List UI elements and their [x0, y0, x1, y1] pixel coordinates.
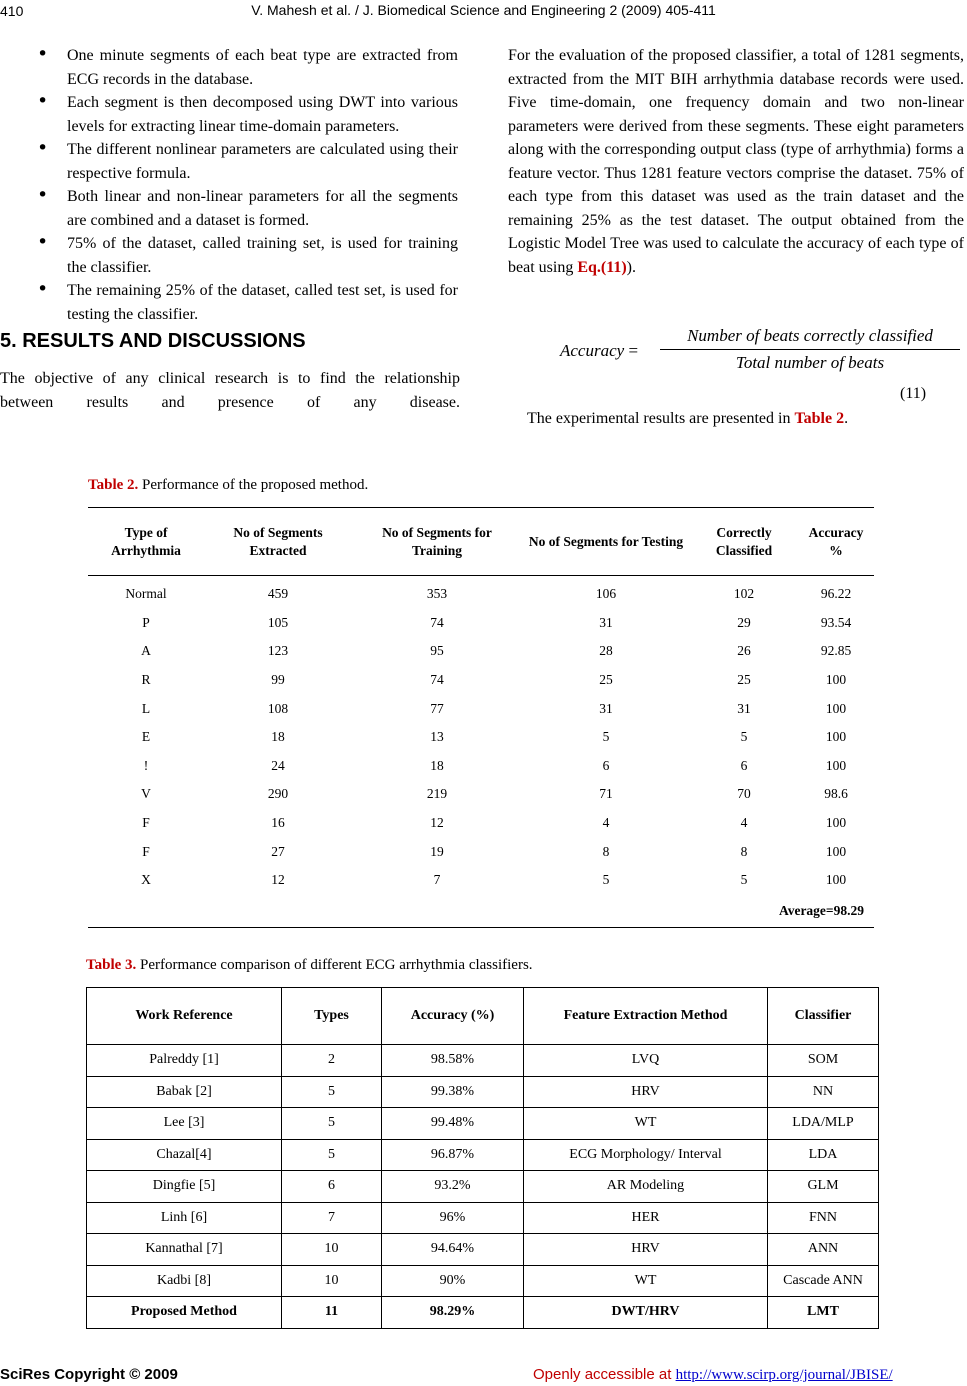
journal-url-link[interactable]: http://www.scirp.org/journal/JBISE/ — [675, 1367, 893, 1383]
table-row — [87, 1171, 879, 1203]
table-cell: 27 — [271, 843, 285, 859]
table-cell: 90% — [382, 1265, 524, 1297]
table-cell: 353 — [426, 586, 448, 602]
table-row — [88, 809, 874, 838]
table-cell: Palreddy [1] — [87, 1045, 282, 1077]
right-paragraph: For the evaluation of the proposed classifier, a total of 1281 segments, extracted from the MIT BIH arrhythmia database records were used. Five time-domain, one frequency domain and two non-linear parameters were derived from these segments. These eight parameters along with the corresponding output class (type of arrhythmia) forms a feature vector. Thus 1281 feature vectors comprise the dataset. 75% of each type from this dataset was used as the train dataset and the remaining 25% as the test dataset. The output obtained from the Logistic Model Tree was used to calculate the accuracy of each type of beat using — [508, 47, 964, 276]
table-cell: L — [141, 700, 151, 716]
table-cell: 100 — [825, 815, 847, 831]
table-cell: 96.87% — [382, 1139, 524, 1171]
table-cell: 93.2% — [382, 1171, 524, 1203]
column-header: Accuracy (%) — [382, 988, 524, 1045]
table-cell: 98.58% — [382, 1045, 524, 1077]
table-row — [88, 752, 874, 781]
table-average-row — [88, 895, 874, 928]
table-cell: ANN — [768, 1234, 879, 1266]
table-cell: 98.6 — [824, 786, 848, 802]
table-cell: 92.85 — [820, 643, 852, 659]
column-header: No of Segments Extracted — [204, 508, 352, 576]
table-cell: 5 — [602, 729, 610, 745]
table-cell: FNN — [768, 1202, 879, 1234]
table-cell: 31 — [599, 700, 613, 716]
table-cell: LMT — [768, 1297, 879, 1329]
table-cell: 8 — [740, 843, 748, 859]
table-cell: 5 — [602, 872, 610, 888]
table-cell: Linh [6] — [87, 1202, 282, 1234]
table-cell: 25 — [737, 672, 751, 688]
table-row — [88, 866, 874, 895]
column-header: Work Reference — [87, 988, 282, 1045]
page-header — [0, 0, 967, 24]
table-cell: 459 — [267, 586, 289, 602]
table-cell: WT — [524, 1265, 768, 1297]
table-cell: 98.29% — [382, 1297, 524, 1329]
open-access-notice — [533, 1366, 893, 1384]
table-cell: Kannathal [7] — [87, 1234, 282, 1266]
table-cell: 5 — [282, 1139, 382, 1171]
table-row — [87, 1045, 879, 1077]
table-cell: ECG Morphology/ Interval — [524, 1139, 768, 1171]
table-cell: Cascade ANN — [768, 1265, 879, 1297]
table-cell: Babak [2] — [87, 1076, 282, 1108]
equation-fraction — [660, 326, 960, 373]
table-cell: 99.48% — [382, 1108, 524, 1140]
method-steps-list — [0, 44, 460, 326]
equation-number: (11) — [900, 385, 927, 402]
equals-sign: = — [628, 341, 639, 360]
table-cell: 6 — [282, 1171, 382, 1203]
table-cell: 93.54 — [820, 614, 852, 630]
table-cell: Kadbi [8] — [87, 1265, 282, 1297]
table2-caption-text: Performance of the proposed method. — [138, 477, 369, 493]
table-cell: 102 — [733, 586, 755, 602]
table-cell: 71 — [599, 786, 613, 802]
table-cell: Lee [3] — [87, 1108, 282, 1140]
table-cell: LDA — [768, 1139, 879, 1171]
table-cell: 19 — [430, 843, 444, 859]
column-header: Correctly Classified — [690, 508, 798, 576]
column-header: Type of Arrhythmia — [88, 508, 204, 576]
table2-reference-link[interactable]: Table 2 — [794, 410, 845, 427]
equation-reference-link[interactable]: Eq.(11) — [577, 258, 627, 276]
list-item: • The different nonlinear parameters are calculated using their respective formula. — [0, 138, 458, 185]
table-cell: 4 — [602, 815, 610, 831]
table-cell: 70 — [737, 786, 751, 802]
table-cell: 26 — [737, 643, 751, 659]
table-row — [88, 666, 874, 695]
table-cell: 95 — [430, 643, 444, 659]
table-cell: 100 — [825, 843, 847, 859]
table-cell: DWT/HRV — [524, 1297, 768, 1329]
table-cell: GLM — [768, 1171, 879, 1203]
table-cell: LDA/MLP — [768, 1108, 879, 1140]
table-row — [88, 609, 874, 638]
table-cell: E — [141, 729, 151, 745]
table-cell: 290 — [267, 786, 289, 802]
table-cell: A — [141, 643, 151, 659]
table-row — [87, 1108, 879, 1140]
table-cell: 2 — [282, 1045, 382, 1077]
table-row — [87, 1076, 879, 1108]
page-footer — [0, 1366, 967, 1386]
table-cell: 100 — [825, 672, 847, 688]
table-cell: 16 — [271, 815, 285, 831]
table-cell: 12 — [271, 872, 285, 888]
table-cell: 12 — [430, 815, 444, 831]
table-cell: 28 — [599, 643, 613, 659]
table-cell: F — [142, 843, 150, 859]
right-column — [508, 44, 964, 279]
table-cell: 100 — [825, 757, 847, 773]
table-cell: 96.22 — [820, 586, 852, 602]
table-cell: 100 — [825, 729, 847, 745]
table-row — [88, 780, 874, 809]
table-row — [87, 1202, 879, 1234]
table-cell: HER — [524, 1202, 768, 1234]
table-row — [88, 723, 874, 752]
table-cell: P — [142, 614, 150, 630]
table-row — [88, 576, 874, 609]
table-cell: 7 — [433, 872, 441, 888]
table-row — [87, 1297, 879, 1329]
table-cell: 7 — [282, 1202, 382, 1234]
table3-comparison — [86, 987, 879, 1329]
table-cell: 5 — [282, 1076, 382, 1108]
section-title: 5. RESULTS AND DISCUSSIONS — [0, 330, 306, 352]
table-cell: Proposed Method — [87, 1297, 282, 1329]
table-row — [87, 1139, 879, 1171]
table-header-row — [88, 508, 874, 576]
table-cell: HRV — [524, 1076, 768, 1108]
table-cell: 99 — [271, 672, 285, 688]
table3-caption-text: Performance comparison of different ECG arrhythmia classifiers. — [136, 957, 533, 973]
table-cell: 29 — [737, 614, 751, 630]
table-cell: 100 — [825, 872, 847, 888]
table-cell: 5 — [282, 1108, 382, 1140]
table-row — [87, 1265, 879, 1297]
table-cell: X — [141, 872, 151, 888]
table-cell: 31 — [737, 700, 751, 716]
table3-label: Table 3. — [86, 957, 137, 973]
table-cell: 99.38% — [382, 1076, 524, 1108]
table-cell: Normal — [125, 586, 167, 602]
table-cell: 11 — [282, 1297, 382, 1329]
table-cell: Chazal[4] — [87, 1139, 282, 1171]
running-head: V. Mahesh et al. / J. Biomedical Science and Engineering 2 (2009) 405-411 — [251, 2, 716, 18]
column-header: Feature Extraction Method — [524, 988, 768, 1045]
table-cell: 5 — [740, 729, 748, 745]
table-cell: 108 — [267, 700, 289, 716]
results-sentence-end: . — [844, 410, 849, 427]
table-cell: 219 — [426, 786, 448, 802]
left-column — [0, 44, 460, 326]
results-sentence — [527, 410, 848, 428]
table-cell: R — [141, 672, 151, 688]
table-header-row — [87, 988, 879, 1045]
table-row — [88, 694, 874, 723]
table-cell: ! — [143, 757, 149, 773]
table-cell: LVQ — [524, 1045, 768, 1077]
table-cell: 77 — [430, 700, 444, 716]
right-paragraph-end: ). — [626, 258, 636, 276]
results-sentence-text: The experimental results are presented in — [527, 410, 795, 427]
table-cell: 25 — [599, 672, 613, 688]
open-access-text: Openly accessible at — [533, 1366, 676, 1383]
list-item: • The remaining 25% of the dataset, called test set, is used for testing the classifier. — [0, 279, 458, 326]
table-cell: 74 — [430, 672, 444, 688]
table2-label: Table 2. — [88, 477, 139, 493]
table-cell: 94.64% — [382, 1234, 524, 1266]
table-cell: 13 — [430, 729, 444, 745]
table-cell: 105 — [267, 614, 289, 630]
column-header: No of Segments for Training — [352, 508, 522, 576]
column-header: Classifier — [768, 988, 879, 1045]
table-cell: 74 — [430, 614, 444, 630]
table-row — [88, 837, 874, 866]
table-cell: 10 — [282, 1234, 382, 1266]
table-cell: 4 — [740, 815, 748, 831]
page-number: 410 — [0, 3, 24, 19]
table2-performance — [88, 507, 874, 928]
table2-caption — [88, 477, 368, 494]
equation-lhs: Accuracy — [560, 341, 625, 360]
table-cell: 8 — [602, 843, 610, 859]
list-item: • 75% of the dataset, called training set, is used for training the classifier. — [0, 232, 458, 279]
column-header: Accuracy % — [798, 508, 874, 576]
list-item: • Each segment is then decomposed using DWT into various levels for extracting linear time-domain parameters. — [0, 91, 458, 138]
equation-denominator: Total number of beats — [735, 353, 885, 372]
table-cell: F — [142, 815, 150, 831]
copyright-notice: SciRes Copyright © 2009 — [0, 1366, 178, 1383]
table-cell: 10 — [282, 1265, 382, 1297]
table3-caption — [86, 957, 533, 974]
table-cell: 5 — [740, 872, 748, 888]
table-cell: 18 — [271, 729, 285, 745]
list-item: • Both linear and non-linear parameters for all the segments are combined and a dataset is formed. — [0, 185, 458, 232]
left-paragraph: The objective of any clinical research is to find the relationship between results and presence of any disease. — [0, 370, 460, 411]
table-cell: 24 — [271, 757, 285, 773]
table-cell: 6 — [602, 757, 610, 773]
table-cell: 18 — [430, 757, 444, 773]
column-header: No of Segments for Testing — [522, 508, 690, 576]
equation-numerator: Number of beats correctly classified — [660, 326, 960, 350]
column-header: Types — [282, 988, 382, 1045]
table-cell: AR Modeling — [524, 1171, 768, 1203]
table-cell: Dingfie [5] — [87, 1171, 282, 1203]
table-cell: WT — [524, 1108, 768, 1140]
table-cell: 123 — [267, 643, 289, 659]
table-cell: 106 — [595, 586, 617, 602]
table-cell: 6 — [740, 757, 748, 773]
table-cell: SOM — [768, 1045, 879, 1077]
table-row — [87, 1234, 879, 1266]
table-cell: 96% — [382, 1202, 524, 1234]
average-cell: Average=98.29 — [88, 895, 874, 928]
list-item: • One minute segments of each beat type are extracted from ECG records in the database. — [0, 44, 458, 91]
table-cell: 100 — [825, 700, 847, 716]
table-cell: HRV — [524, 1234, 768, 1266]
table-cell: NN — [768, 1076, 879, 1108]
table-cell: V — [141, 786, 151, 802]
table-cell: 31 — [599, 614, 613, 630]
table-row — [88, 637, 874, 666]
accuracy-equation — [560, 326, 964, 376]
